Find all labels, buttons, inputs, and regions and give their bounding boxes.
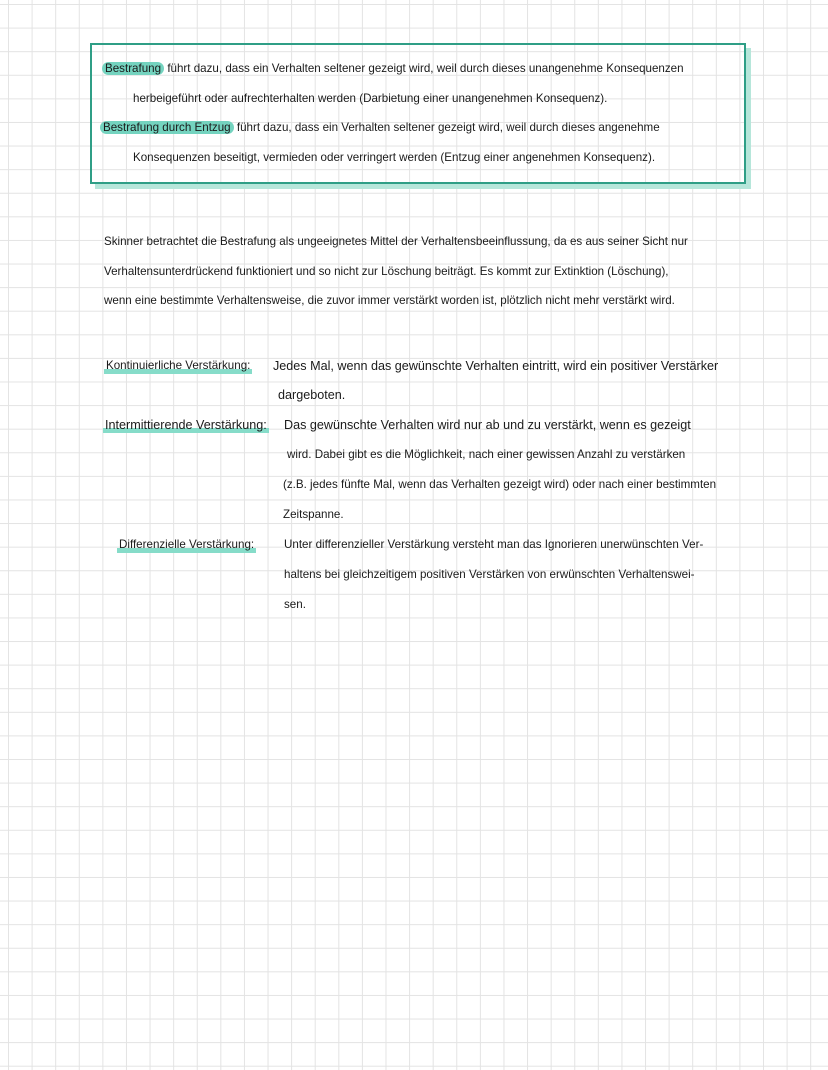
text: führt dazu, dass ein Verhalten seltener gezeigt wird, weil durch dieses angenehme	[236, 121, 660, 134]
term-bestrafung: Bestrafung	[102, 62, 164, 75]
term-intermittierende: Intermittierende Verstärkung:	[105, 418, 267, 432]
paragraph-line: wenn eine bestimmte Verhaltensweise, die zuvor immer verstärkt worden ist, plötzlich nicht mehr verstärkt wird.	[104, 294, 675, 307]
box-line-1	[102, 61, 684, 77]
term-differenzielle: Differenzielle Verstärkung:	[119, 538, 255, 551]
box-line-2: herbeigeführt oder aufrechterhalten werden (Darbietung einer unangenehmen Konsequenz).	[133, 92, 608, 105]
definition-line: wird. Dabei gibt es die Möglichkeit, nach einer gewissen Anzahl zu verstärken	[287, 448, 686, 461]
definition-line: Zeitspanne.	[283, 508, 344, 521]
definition-line: dargeboten.	[278, 388, 346, 402]
definition-line: haltens bei gleichzeitigem positiven Verstärken von erwünschten Verhaltenswei-	[284, 568, 695, 581]
text: führt dazu, dass ein Verhalten seltener gezeigt wird, weil durch dieses unangenehme Konsequenzen	[167, 62, 684, 75]
term-bestrafung-durch-entzug: Bestrafung durch Entzug	[100, 121, 234, 134]
definition-line: Jedes Mal, wenn das gewünschte Verhalten eintritt, wird ein positiver Verstärker	[273, 359, 719, 373]
definition-line: (z.B. jedes fünfte Mal, wenn das Verhalten gezeigt wird) oder nach einer bestimmten	[283, 478, 717, 491]
box-line-4: Konsequenzen beseitigt, vermieden oder verringert werden (Entzug einer angenehmen Konsequenz).	[133, 151, 656, 164]
definition-line: sen.	[284, 598, 306, 611]
paragraph-line: Verhaltensunterdrückend funktioniert und so nicht zur Löschung beiträgt. Es kommt zur Extinktion (Löschung),	[104, 265, 669, 278]
term-kontinuierliche: Kontinuierliche Verstärkung:	[106, 359, 251, 372]
definition-line: Das gewünschte Verhalten wird nur ab und zu verstärkt, wenn es gezeigt	[284, 418, 691, 432]
definition-line: Unter differenzieller Verstärkung versteht man das Ignorieren unerwünschten Ver-	[284, 538, 704, 551]
paragraph-line: Skinner betrachtet die Bestrafung als ungeeignetes Mittel der Verhaltensbeeinflussung, da es aus seiner Sicht nur	[104, 235, 688, 248]
box-line-3	[100, 120, 660, 136]
